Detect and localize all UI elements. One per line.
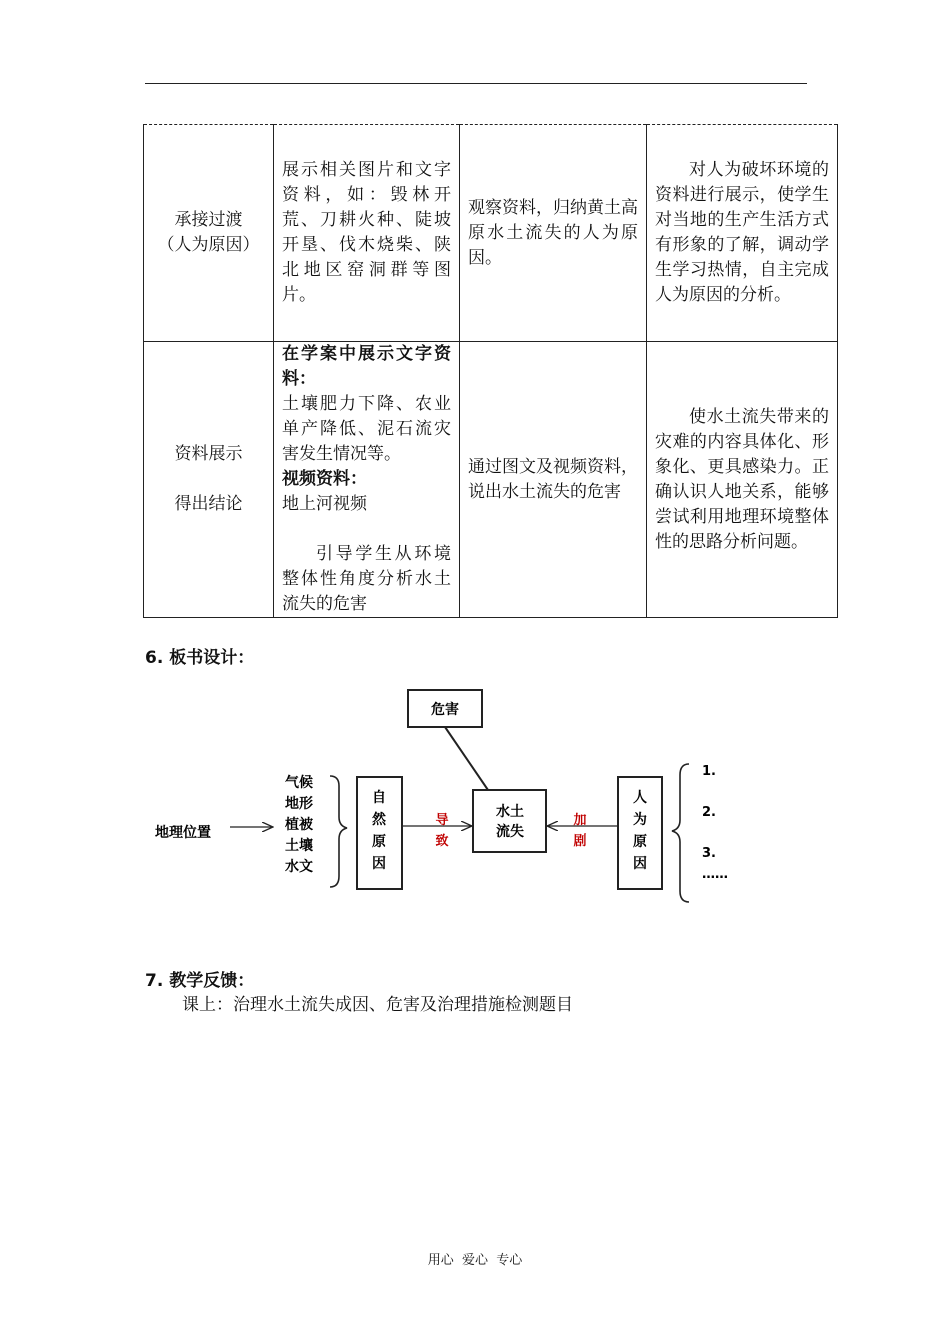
step-cell [144,342,274,618]
page-footer: 用心 爱心 专心 [427,1253,523,1268]
list-item: 2. [702,805,716,820]
section-6-title: 6. 板书设计： [145,648,255,668]
table-row [144,342,838,618]
geo-location-label: 地理位置 [155,825,211,841]
harm-label: 危害 [431,702,459,718]
aggravate-char: 剧 [573,834,587,849]
human-cause-char: 人 [633,790,647,806]
aggravate-char: 加 [573,813,587,828]
human-cause-char: 原 [633,834,647,850]
lead-to-char: 致 [435,834,449,849]
bold-heading: 视频资料： [282,469,367,489]
items-brace [672,764,689,902]
design-intent-cell: 使水土流失带来的灾难的内容具体化、形象化、更具感染力。正确认识人地关系，能够尝试利用地理环境整体性的思路分析问题。 [647,342,838,618]
student-activity-cell: 通过图文及视频资料，说出水土流失的危害 [460,342,647,618]
human-cause-char: 为 [633,812,647,828]
list-item: 1. [702,764,716,779]
factor-terrain: 地形 [285,796,313,812]
step-line: 承接过渡 [174,210,243,230]
natural-cause-char: 因 [372,856,386,872]
natural-cause-char: 自 [372,790,386,806]
table-row [144,125,838,342]
bold-heading: 在学案中展示文字资料： [282,344,451,389]
lesson-table [143,124,838,618]
header-rule [145,83,807,84]
factors-brace [330,776,347,887]
soil-erosion-label-line: 水土 [496,804,524,820]
step-line: 得出结论 [174,494,243,514]
section-7-title: 7. 教学反馈： [145,971,255,991]
teacher-activity-cell [274,342,460,618]
feedback-text: 课上：治理水土流失成因、危害及治理措施检测题目 [182,995,573,1015]
factor-soil: 土壤 [285,838,313,854]
paragraph: 地上河视频 [282,494,367,514]
step-line: （人为原因） [157,235,260,255]
factor-climate: 气候 [285,775,313,791]
paragraph: 引导学生从环境整体性角度分析水土流失的危害 [282,544,451,614]
soil-erosion-box [473,790,546,852]
step-line: 资料展示 [174,444,243,464]
step-cell [144,125,274,342]
paragraph: 土壤肥力下降、农业单产降低、泥石流灾害发生情况等。 [282,394,451,464]
factor-vegetation: 植被 [285,817,313,833]
list-item: 3. [702,846,716,861]
design-intent-cell: 对人为破坏环境的资料进行展示，使学生对当地的生产生活方式有形象的了解，调动学生学习热情，自主完成人为原因的分析。 [647,125,838,342]
natural-cause-char: 然 [372,812,386,828]
student-activity-cell: 观察资料，归纳黄土高原水土流失的人为原因。 [460,125,647,342]
list-item: …… [702,867,728,882]
natural-cause-char: 原 [372,834,386,850]
harm-connector [445,727,488,790]
human-cause-char: 因 [633,856,647,872]
teacher-activity-cell: 展示相关图片和文字资料，如：毁林开荒、刀耕火种、陡坡开垦、伐木烧柴、陕北地区窑洞群等图片。 [274,125,460,342]
factor-hydrology: 水文 [285,859,313,875]
soil-erosion-label-line: 流失 [496,824,524,840]
lead-to-char: 导 [435,813,449,828]
blackboard-diagram [145,680,785,912]
